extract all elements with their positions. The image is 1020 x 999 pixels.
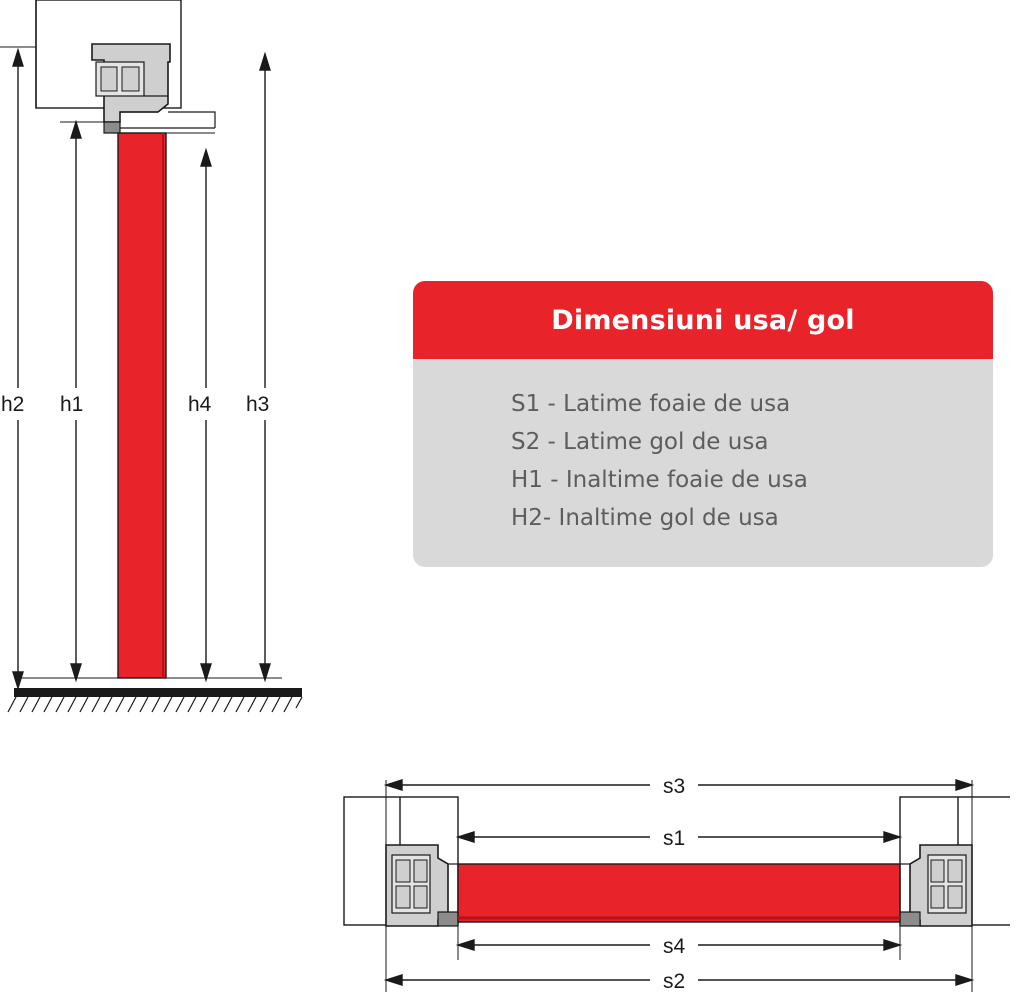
dim-label-h3: h3 bbox=[246, 393, 270, 416]
door-leaf bbox=[458, 864, 900, 922]
horizontal-section-diagram bbox=[330, 760, 1010, 999]
list-item: H2- Inaltime gol de usa bbox=[511, 505, 779, 531]
dim-label-h2: h2 bbox=[1, 393, 25, 416]
list-item: S2 - Latime gol de usa bbox=[511, 429, 769, 455]
dim-label-s4: s4 bbox=[663, 935, 686, 958]
frame-profile-top bbox=[92, 44, 215, 133]
dimension-legend-list bbox=[413, 385, 993, 537]
list-item: H1 - Inaltime foaie de usa bbox=[511, 467, 808, 493]
dim-label-s3: s3 bbox=[663, 775, 686, 798]
dim-label-s1: s1 bbox=[663, 827, 686, 850]
dim-label-h1: h1 bbox=[60, 393, 84, 416]
frame-profile-right bbox=[900, 845, 972, 926]
door-leaf bbox=[118, 133, 166, 678]
frame-profile-left bbox=[386, 845, 458, 926]
dim-label-h4: h4 bbox=[188, 393, 212, 416]
dimensions-info-card bbox=[413, 281, 993, 567]
list-item: S1 - Latime foaie de usa bbox=[511, 391, 791, 417]
info-card-header bbox=[413, 281, 993, 359]
vertical-section-diagram bbox=[0, 0, 320, 760]
dim-label-s2: s2 bbox=[663, 970, 686, 993]
floor-hatch bbox=[8, 688, 302, 712]
page-title: Dimensiuni usa/ gol bbox=[551, 304, 855, 336]
info-card-body bbox=[413, 359, 993, 567]
